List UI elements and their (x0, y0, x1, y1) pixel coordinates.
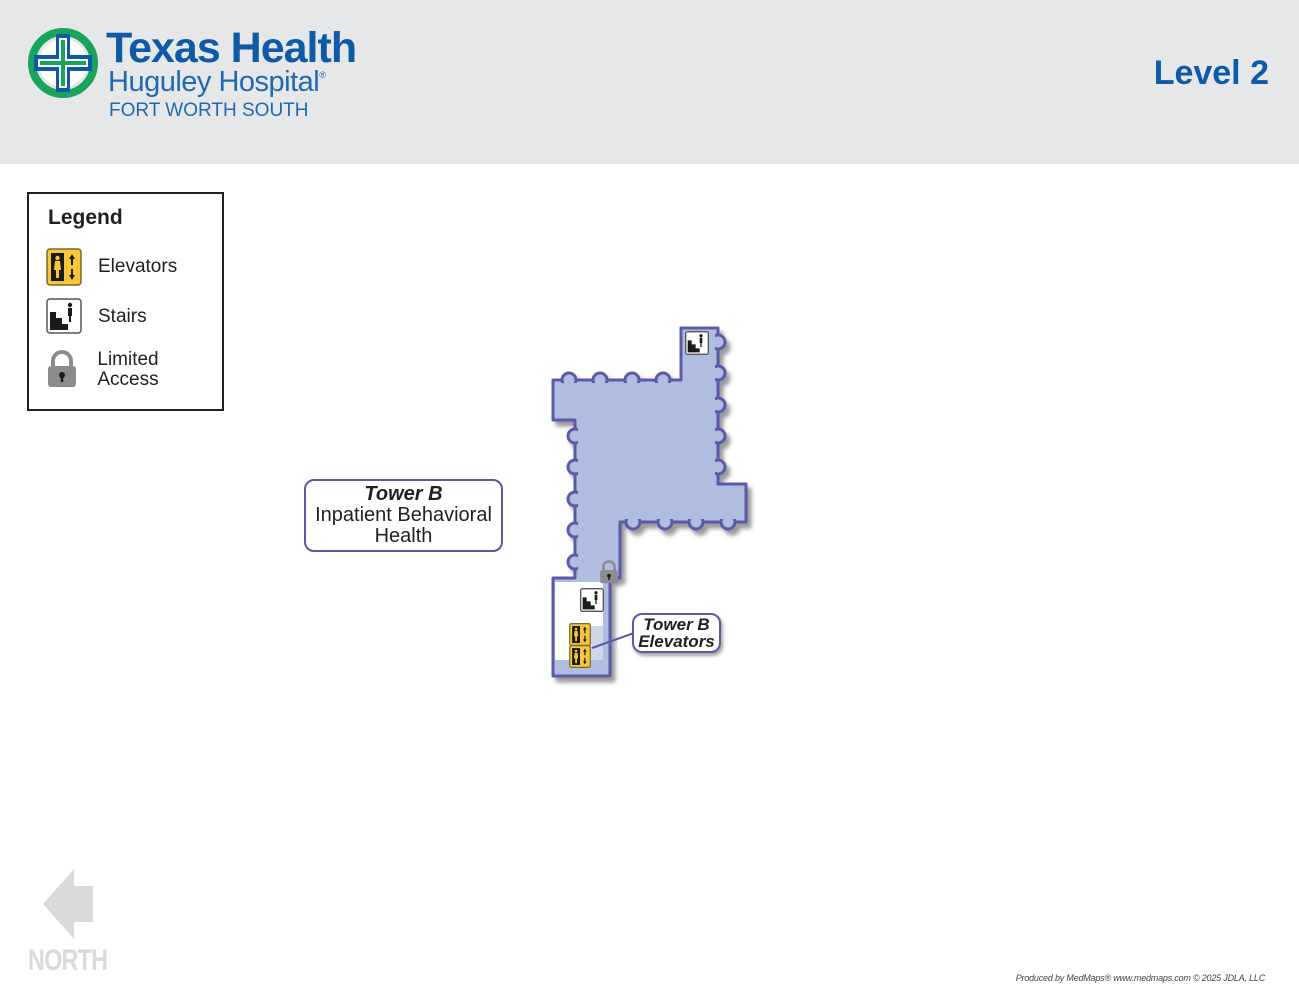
core-shaft (590, 626, 603, 660)
tower-b-callout-line1: Inpatient Behavioral (315, 504, 492, 526)
stairs-icon[interactable] (580, 588, 604, 612)
north-arrow-icon (43, 869, 93, 939)
tower-b-elevators-callout[interactable] (632, 613, 721, 653)
brand-name: Texas Health (106, 24, 357, 72)
level-title: Level 2 (1153, 54, 1269, 92)
north-label: NORTH (28, 944, 108, 977)
legend-label-stairs: Stairs (98, 306, 147, 327)
elevators-callout-line1: Tower B (643, 615, 710, 634)
tower-b-callout-line2: Health (374, 525, 433, 547)
elevator-icon[interactable] (569, 623, 591, 646)
tower-b-callout-title: Tower B (364, 483, 443, 505)
stairs-icon[interactable] (685, 331, 709, 355)
credits-text: Produced by MedMaps® www.medmaps.com © 2025 JDLA, LLC (1015, 973, 1265, 983)
elevator-icon[interactable] (569, 645, 591, 668)
elevators-callout-line2: Elevators (638, 632, 715, 651)
legend-title: Legend (48, 206, 123, 229)
lock-icon (599, 560, 619, 584)
brand-location: FORT WORTH SOUTH (109, 100, 309, 121)
tower-b-callout[interactable] (304, 479, 503, 552)
legend-label-limited-access: Limited Access (97, 349, 159, 390)
legend-label-elevators: Elevators (98, 256, 178, 277)
brand-subtitle: Huguley Hospital® (108, 66, 326, 98)
